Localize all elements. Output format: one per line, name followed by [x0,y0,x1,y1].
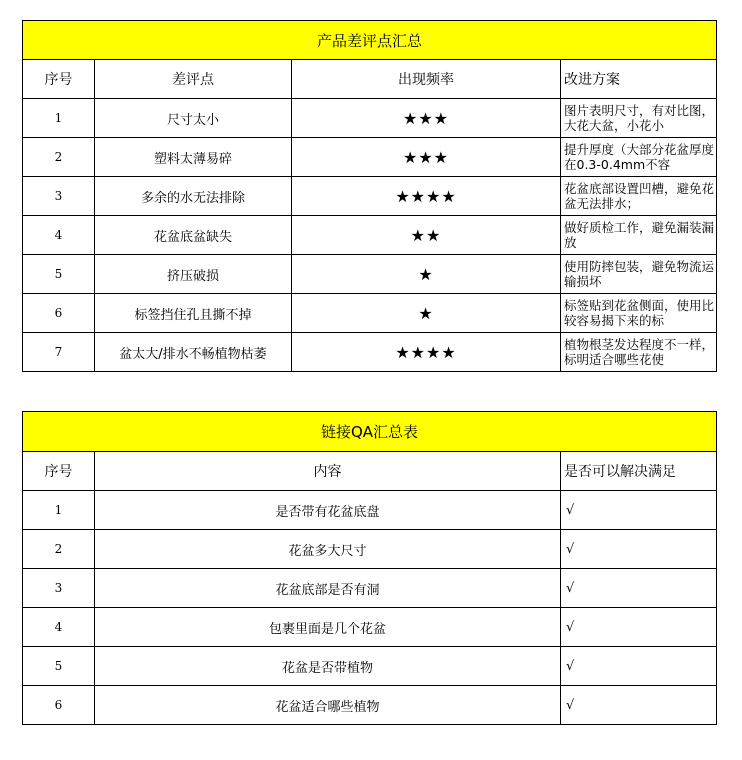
row-plan: 做好质检工作，避免漏装漏放 [564,219,715,250]
row-content: 包裹里面是几个花盆 [95,608,561,647]
row-content: 花盆是否带植物 [95,647,561,686]
row-issue: 多余的水无法排除 [95,177,292,216]
table-row [23,686,717,725]
frequency-stars: ★★★★ [292,333,561,372]
row-index: 2 [23,530,95,569]
table-row [23,99,717,138]
row-issue: 挤压破损 [95,255,292,294]
row-index: 1 [23,491,95,530]
row-issue: 塑料太薄易碎 [95,138,292,177]
row-plan: 图片表明尺寸，有对比图，大花大盆，小花小 [564,102,715,133]
table-row [23,177,717,216]
check-mark-icon: √ [561,491,717,530]
row-plan: 标签贴到花盆侧面，使用比较容易揭下来的标 [564,297,715,328]
table-row [23,491,717,530]
table-row [23,216,717,255]
row-index: 5 [23,647,95,686]
header-resolvable: 是否可以解决满足 [561,452,717,491]
row-index: 4 [23,608,95,647]
row-index: 6 [23,294,95,333]
row-plan: 使用防摔包装，避免物流运输损坏 [564,258,715,289]
frequency-stars: ★★★ [292,138,561,177]
table-row [23,530,717,569]
qa-summary-table [22,411,717,725]
row-index: 3 [23,177,95,216]
row-index: 7 [23,333,95,372]
frequency-stars: ★ [292,255,561,294]
row-index: 2 [23,138,95,177]
table-row [23,333,717,372]
frequency-stars: ★ [292,294,561,333]
table-row [23,608,717,647]
row-plan: 提升厚度（大部分花盆厚度在0.3-0.4mm不容 [564,141,715,172]
table-row [23,647,717,686]
row-index: 4 [23,216,95,255]
table-title: 产品差评点汇总 [23,21,717,60]
frequency-stars: ★★★ [292,99,561,138]
row-index: 6 [23,686,95,725]
check-mark-icon: √ [561,530,717,569]
row-issue: 盆太大/排水不畅植物枯萎 [95,333,292,372]
row-index: 1 [23,99,95,138]
row-issue: 花盆底盆缺失 [95,216,292,255]
frequency-stars: ★★★★ [292,177,561,216]
table-title: 链接QA汇总表 [23,412,717,452]
row-plan: 花盆底部设置凹槽，避免花盆无法排水； [564,180,715,211]
header-index: 序号 [23,60,95,99]
row-content: 花盆适合哪些植物 [95,686,561,725]
frequency-stars: ★★ [292,216,561,255]
negative-review-summary-table [22,20,717,372]
row-index: 3 [23,569,95,608]
header-content: 内容 [95,452,561,491]
check-mark-icon: √ [561,608,717,647]
check-mark-icon: √ [561,569,717,608]
header-index: 序号 [23,452,95,491]
table-row [23,294,717,333]
row-issue: 标签挡住孔且撕不掉 [95,294,292,333]
row-content: 花盆多大尺寸 [95,530,561,569]
row-content: 花盆底部是否有洞 [95,569,561,608]
check-mark-icon: √ [561,686,717,725]
check-mark-icon: √ [561,647,717,686]
row-plan: 植物根茎发达程度不一样，标明适合哪些花使 [564,336,715,367]
table-row [23,138,717,177]
row-issue: 尺寸太小 [95,99,292,138]
header-frequency: 出现频率 [292,60,561,99]
table-row [23,569,717,608]
row-index: 5 [23,255,95,294]
row-content: 是否带有花盆底盘 [95,491,561,530]
header-plan: 改进方案 [561,60,717,99]
table-row [23,255,717,294]
header-issue: 差评点 [95,60,292,99]
